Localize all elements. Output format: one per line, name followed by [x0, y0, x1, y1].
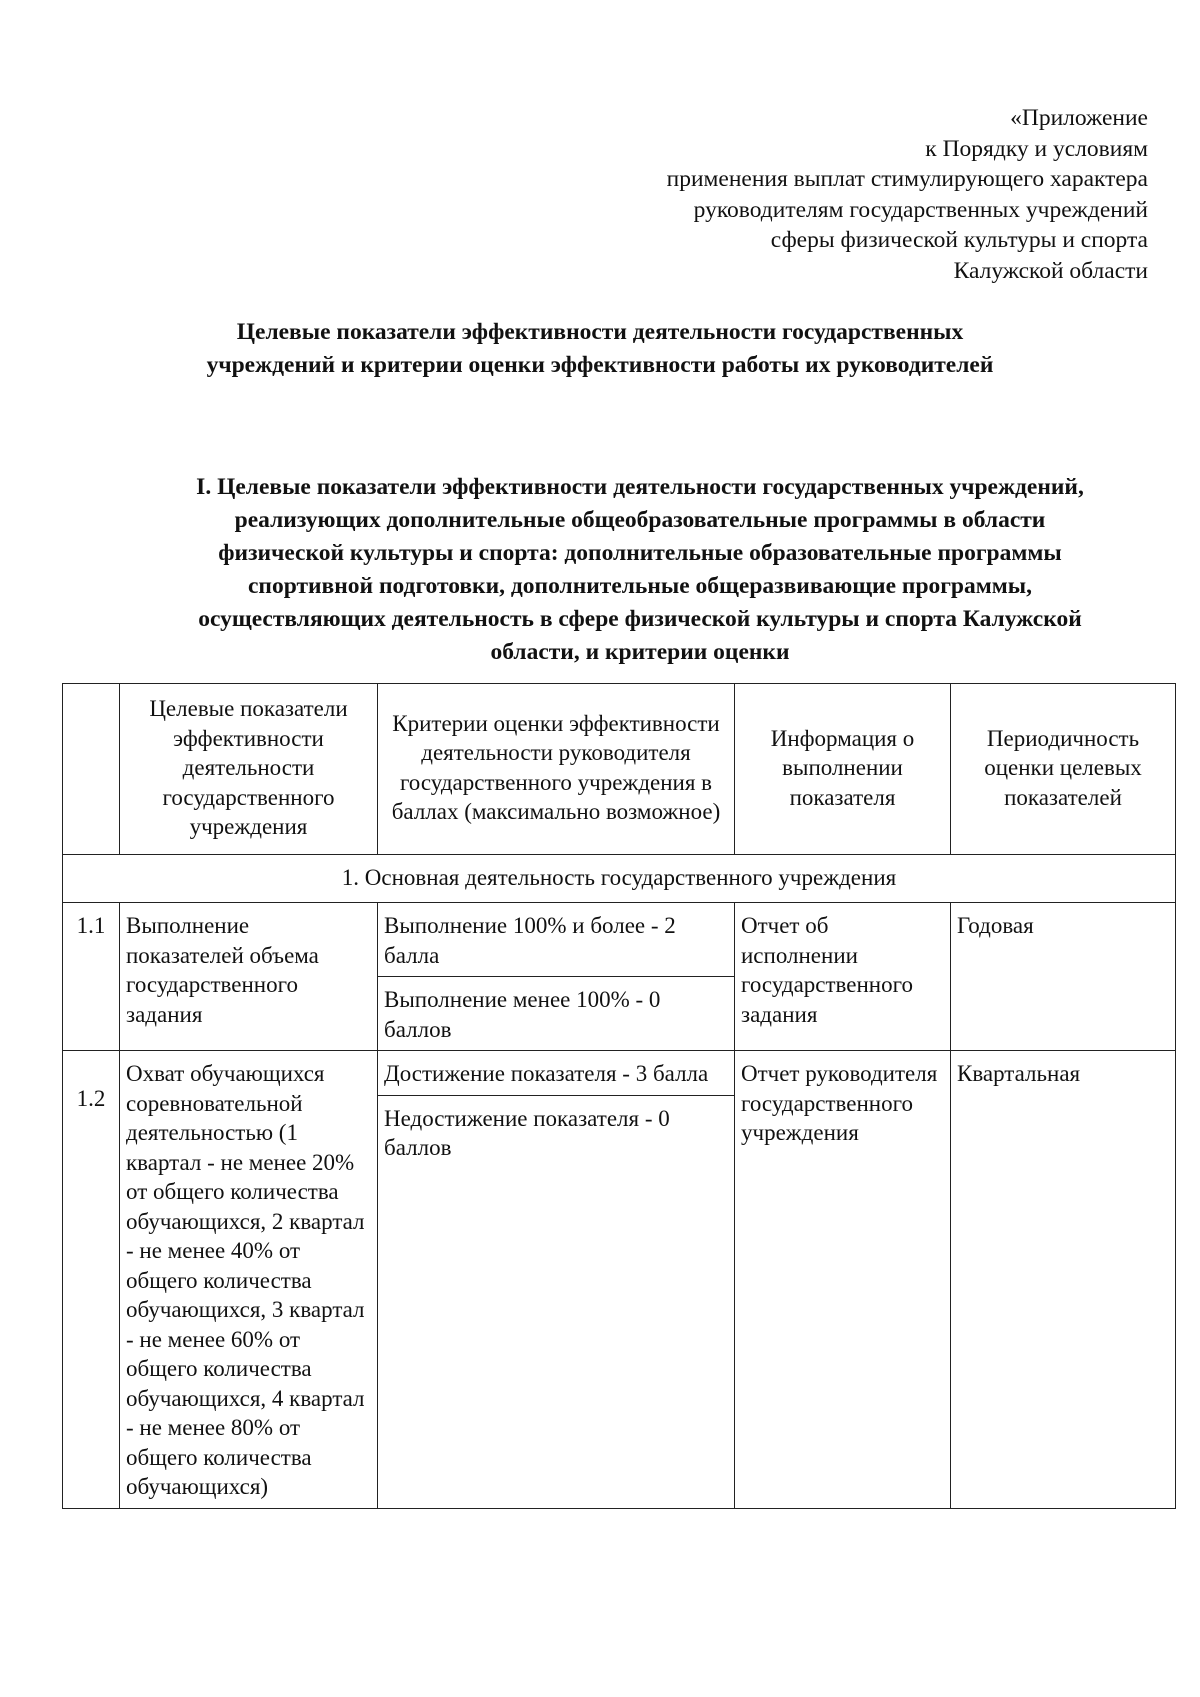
- section-title-line: осуществляющих деятельность в сфере физической культуры и спорта Калужской: [198, 606, 1082, 632]
- appendix-line: применения выплат стимулирующего характера: [666, 166, 1148, 192]
- row-criteria: [378, 903, 735, 1051]
- criteria-option: Достижение показателя - 3 балла: [384, 1061, 709, 1086]
- table-row: [63, 1051, 1176, 1509]
- criteria-option: Выполнение 100% и более - 2 балла: [384, 913, 676, 968]
- criteria-option: Недостижение показателя - 0 баллов: [378, 1095, 734, 1169]
- section-title-line: области, и критерии оценки: [490, 639, 790, 665]
- header-period: Периодичность оценки целевых показателей: [951, 684, 1176, 855]
- criteria-option: Выполнение менее 100% - 0 баллов: [378, 976, 734, 1050]
- appendix-line: сферы физической культуры и спорта: [770, 227, 1148, 253]
- header-num: [63, 684, 120, 855]
- appendix-line: руководителям государственных учреждений: [693, 196, 1148, 223]
- row-indicator: Выполнение показателей объема государственного задания: [120, 903, 378, 1051]
- section-title: [100, 471, 1180, 669]
- section-title-line: реализующих дополнительные общеобразовательные программы в области: [234, 507, 1046, 533]
- row-period: Годовая: [951, 903, 1176, 1051]
- row-info: Отчет руководителя государственного учреждения: [735, 1051, 951, 1509]
- table-header-row: [63, 684, 1176, 855]
- appendix-line: «Приложение: [1010, 105, 1148, 131]
- row-number: 1.1: [63, 903, 120, 1051]
- section-title-line: спортивной подготовки, дополнительные общеразвивающие программы,: [247, 573, 1032, 599]
- document-title: [0, 316, 1200, 382]
- section-heading: 1. Основная деятельность государственного учреждения: [63, 854, 1176, 903]
- section-title-line: физической культуры и спорта: дополнительные образовательные программы: [218, 540, 1062, 566]
- header-info: Информация о выполнении показателя: [735, 684, 951, 855]
- header-indicator: Целевые показатели эффективности деятельности государственного учреждения: [120, 684, 378, 855]
- document-title-line: Целевые показатели эффективности деятельности государственных: [236, 319, 964, 345]
- row-indicator: Охват обучающихся соревновательной деятельностью (1 квартал - не менее 20% от общего количества обучающихся, 2 квартал - не менее 40% от общего количества обучающихся, 3 квартал - не менее 60% от общего количества обучающихся, 4 квартал - не менее 80% от общего количества обучающихся): [120, 1051, 378, 1509]
- appendix-line: к Порядку и условиям: [925, 135, 1148, 162]
- appendix-line: Калужской области: [953, 257, 1148, 284]
- table-row: [63, 903, 1176, 1051]
- row-info: Отчет об исполнении государственного задания: [735, 903, 951, 1051]
- row-criteria: [378, 1051, 735, 1509]
- header-criteria: Критерии оценки эффективности деятельности руководителя государственного учреждения в баллах (максимально возможное): [378, 684, 735, 855]
- appendix-header: [667, 103, 1148, 286]
- row-period: Квартальная: [951, 1051, 1176, 1509]
- row-number: 1.2: [63, 1051, 120, 1509]
- section-title-line: I. Целевые показатели эффективности деятельности государственных учреждений,: [196, 474, 1084, 500]
- indicators-table: [62, 683, 1176, 1509]
- section-row: [63, 854, 1176, 903]
- document-title-line: учреждений и критерии оценки эффективности работы их руководителей: [206, 352, 994, 378]
